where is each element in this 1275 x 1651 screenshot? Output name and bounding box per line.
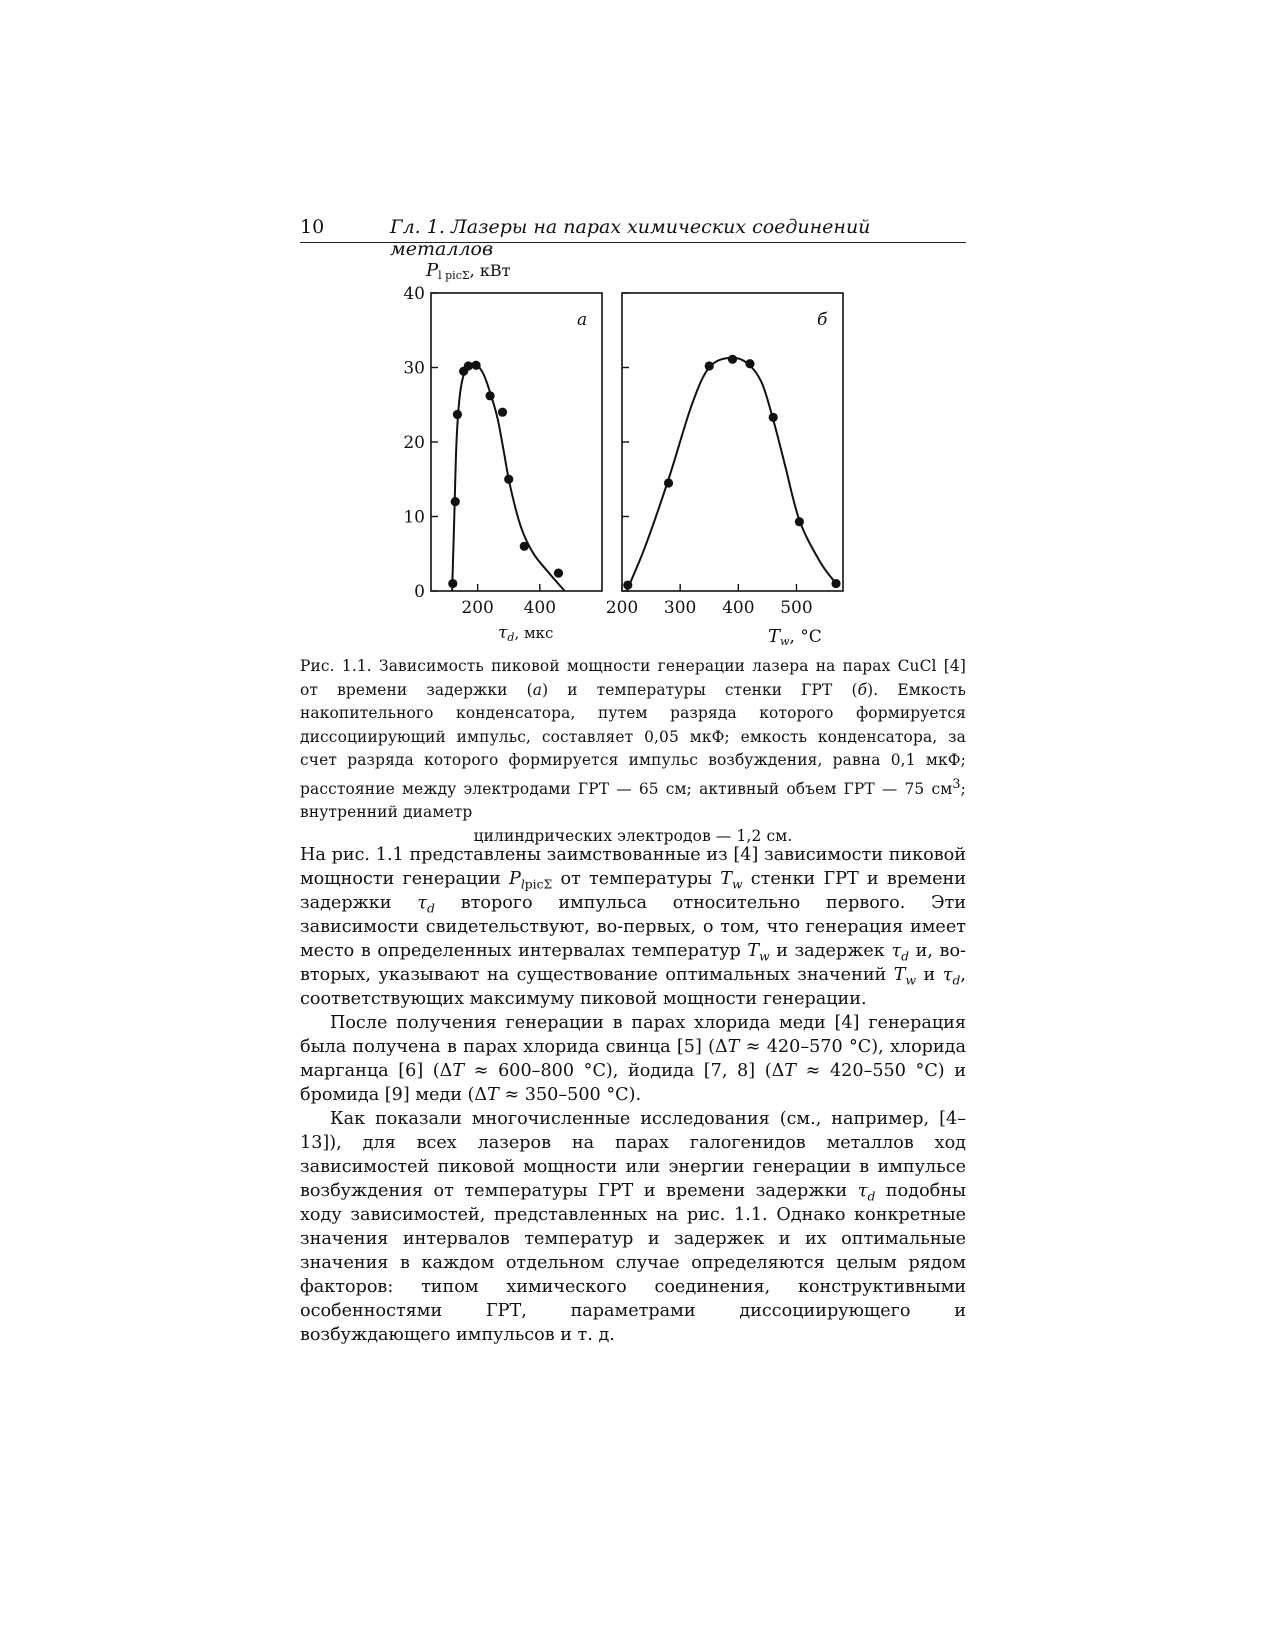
panel-label-b: б	[817, 310, 828, 330]
caption-last-line: цилиндрических электродов — 1,2 см.	[473, 826, 793, 845]
chart-panel-b	[606, 293, 843, 648]
data-point-a-3	[453, 410, 462, 419]
x-tick-label-b-300: 300	[663, 598, 697, 618]
x-tick-label-a-400: 400	[523, 598, 557, 618]
data-point-a-4	[459, 367, 468, 376]
y-tick-label-20: 20	[403, 433, 425, 453]
data-point-b-5	[745, 359, 754, 368]
data-point-a-9	[504, 475, 513, 484]
running-title: Гл. 1. Лазеры на парах химических соединений металлов	[390, 216, 871, 260]
y-tick-label-10: 10	[403, 507, 425, 528]
data-point-a-6	[471, 361, 480, 370]
plot-frame-b	[622, 293, 843, 591]
data-point-b-6	[769, 413, 778, 422]
paragraph-1: На рис. 1.1 представлены заимствованные из [4] зависимости пиковой мощности генерации $P_{lpic\Sigma}$ от температуры $T_w$ стенки ГРТ и времени задержки $\tau_d$ второго импульса относительно первого. Эти зависимости свидетельствуют, во-первых, о том, что генерация имеет место в определенных интервалах температур $T_w$ и задержек $\tau_d$ и, во-вторых, указывают на существование оптимальных значений $T_w$ и $\tau_d$, соответствующих максимуму пиковой мощности генерации.	[300, 845, 966, 1009]
fit-curve-a	[452, 364, 565, 591]
x-axis-label-b: Tw, °C	[768, 626, 822, 648]
data-point-a-5	[464, 361, 473, 370]
x-tick-label-a-200: 200	[461, 598, 494, 618]
x-tick-label-b-500: 500	[780, 598, 813, 618]
x-tick-label-b-200: 200	[605, 598, 639, 618]
y-tick-label-40: 40	[403, 284, 425, 304]
y-tick-label-0: 0	[414, 582, 425, 602]
chart-panel-a	[403, 284, 602, 644]
data-point-b-4	[728, 355, 737, 364]
plot-frame-a	[431, 293, 602, 591]
data-point-b-8	[831, 579, 840, 588]
data-point-a-1	[448, 579, 457, 588]
data-point-a-7	[485, 391, 494, 400]
data-point-a-8	[498, 408, 507, 417]
data-point-b-3	[705, 361, 714, 370]
data-point-b-1	[623, 580, 632, 589]
paragraph-2: После получения генерации в парах хлорида меди [4] генерация была получена в парах хлорида свинца [5] (ΔT ≈ 420–570 °C), хлорида марганца [6] (ΔT ≈ 600–800 °C), йодида [7, 8] (ΔT ≈ 420–550 °C) и бромида [9] меди (ΔT ≈ 350–500 °C).	[300, 1013, 967, 1105]
x-tick-label-b-400: 400	[722, 598, 755, 618]
page-header	[300, 214, 966, 260]
caption-text: Рис. 1.1. Зависимость пиковой мощности генерации лазера на парах CuCl [4] от времени задержки (а) и температуры стенки ГРТ (б). Емкость накопительного конденсатора, путем разряда которого формируется диссоциирующий импульс, составляет 0,05 мкФ; емкость конденсатора, за счет разряда которого формируется импульс возбуждения, равна 0,1 мкФ; расстояние между электродами ГРТ — 65 см; активный объем ГРТ — 75 $см^3$; внутренний диаметр	[300, 657, 967, 822]
data-point-a-11	[554, 569, 563, 578]
data-point-b-2	[664, 478, 673, 487]
data-point-a-2	[451, 497, 460, 506]
panel-label-a: а	[577, 310, 588, 330]
data-point-a-10	[520, 542, 529, 551]
figure-caption	[300, 655, 966, 848]
data-point-b-7	[795, 517, 804, 526]
x-axis-label-a: τd, мкс	[498, 623, 554, 644]
y-axis-label: Pl picΣ, кВт	[426, 260, 511, 282]
body-text	[300, 843, 966, 1347]
y-tick-label-30: 30	[403, 358, 425, 379]
fit-curve-b	[627, 358, 836, 591]
paragraph-3: Как показали многочисленные исследования (см., например, [4–13]), для всех лазеров на парах галогенидов металлов ход зависимостей пиковой мощности или энергии генерации в импульсе возбуждения от температуры ГРТ и времени задержки $\tau_d$ подобны ходу зависимостей, представленных на рис. 1.1. Однако конкретные значения интервалов температур и задержек и их оптимальные значения в каждом отдельном случае определяются целым рядом факторов: типом химического соединения, конструктивными особенностями ГРТ, параметрами диссоциирующего и возбуждающего импульсов и т. д.	[300, 1109, 966, 1345]
page-number: 10	[300, 216, 325, 238]
